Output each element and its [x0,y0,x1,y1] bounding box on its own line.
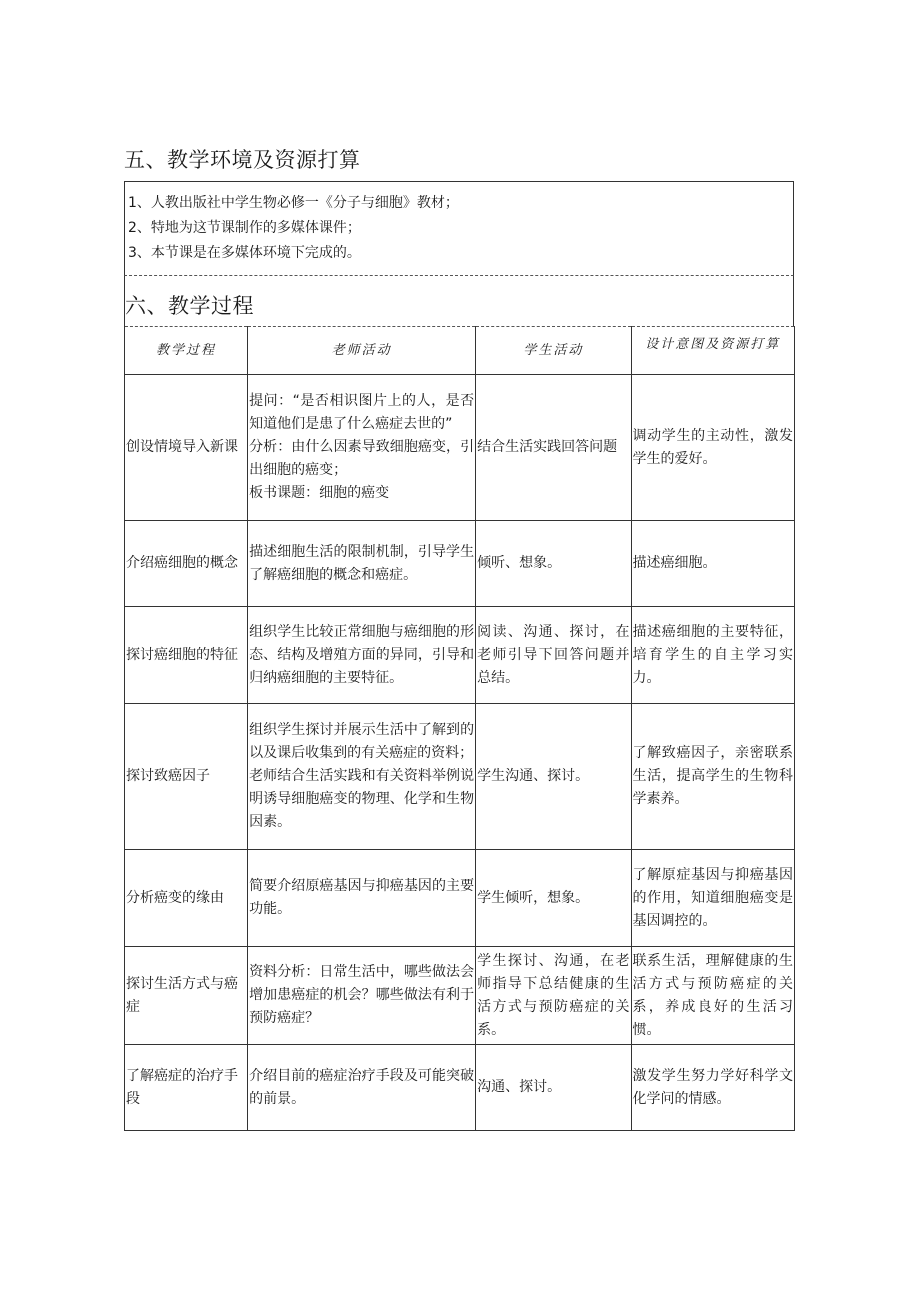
stage-cell: 介绍癌细胞的概念 [125,521,248,607]
stage-cell: 创设情境导入新课 [125,375,248,521]
teacher-cell: 简要介绍原癌基因与抑癌基因的主要功能。 [248,850,476,947]
teacher-cell: 组织学生比较正常细胞与癌细胞的形态、结构及增殖方面的异同，引导和归纳癌细胞的主要特征。 [248,607,476,704]
section6-header-box [124,276,794,326]
teacher-cell: 描述细胞生活的限制机制，引导学生了解癌细胞的概念和癌症。 [248,521,476,607]
design-cell: 了解原症基因与抑癌基因的作用，知道细胞癌变是基因调控的。 [631,850,794,947]
design-cell: 联系生活，理解健康的生活方式与预防癌症的关系，养成良好的生活习惯。 [631,947,794,1045]
teacher-cell: 介绍目前的癌症治疗手段及可能突破的前景。 [248,1045,476,1131]
table-row [125,704,795,850]
stage-cell: 探讨致癌因子 [125,704,248,850]
student-cell: 学生沟通、探讨。 [476,704,631,850]
stage-cell: 探讨生活方式与癌症 [125,947,248,1045]
section6-title: 六、教学过程 [125,294,254,318]
header-design: 设计意图及资源打算 [631,327,794,375]
resources-box [124,181,794,276]
design-cell: 了解致癌因子，亲密联系生活，提高学生的生物科学素养。 [631,704,794,850]
teacher-cell: 提问：“是否相识图片上的人，是否知道他们是患了什么癌症去世的” 分析：由什么因素导致细胞癌变，引出细胞的癌变； 板书课题：细胞的癌变 [248,375,476,521]
teaching-process-table [124,326,795,1131]
table-header-row [125,327,795,375]
header-teacher: 老师活动 [248,327,476,375]
student-cell: 结合生活实践回答问题 [476,375,631,521]
stage-cell: 探讨癌细胞的特征 [125,607,248,704]
resource-item: 3、本节课是在多媒体环境下完成的。 [128,245,361,261]
table-row [125,375,795,521]
student-cell: 学生探讨、沟通，在老师指导下总结健康的生活方式与预防癌症的关系。 [476,947,631,1045]
design-cell: 激发学生努力学好科学文化学问的情感。 [631,1045,794,1131]
design-cell: 调动学生的主动性，激发学生的爱好。 [631,375,794,521]
table-row [125,1045,795,1131]
table-row [125,521,795,607]
table-row [125,850,795,947]
stage-cell: 分析癌变的缘由 [125,850,248,947]
resource-item: 2、特地为这节课制作的多媒体课件； [128,220,361,236]
student-cell: 倾听、想象。 [476,521,631,607]
student-cell: 沟通、探讨。 [476,1045,631,1131]
table-row [125,607,795,704]
header-stage: 教学过程 [125,327,248,375]
table-row [125,947,795,1045]
student-cell: 阅读、沟通、探讨，在老师引导下回答问题并总结。 [476,607,631,704]
design-cell: 描述癌细胞的主要特征，培育学生的自主学习实力。 [631,607,794,704]
header-student: 学生活动 [476,327,631,375]
resource-item: 1、人教出版社中学生物必修一《分子与细胞》教材； [128,195,459,211]
student-cell: 学生倾听，想象。 [476,850,631,947]
section5-title: 五、教学环境及资源打算 [124,148,361,172]
teacher-cell: 组织学生探讨并展示生活中了解到的以及课后收集到的有关癌症的资料； 老师结合生活实践和有关资料举例说明诱导细胞癌变的物理、化学和生物因素。 [248,704,476,850]
stage-cell: 了解癌症的治疗手段 [125,1045,248,1131]
teacher-cell: 资料分析：日常生活中，哪些做法会增加患癌症的机会？哪些做法有利于预防癌症？ [248,947,476,1045]
design-cell: 描述癌细胞。 [631,521,794,607]
